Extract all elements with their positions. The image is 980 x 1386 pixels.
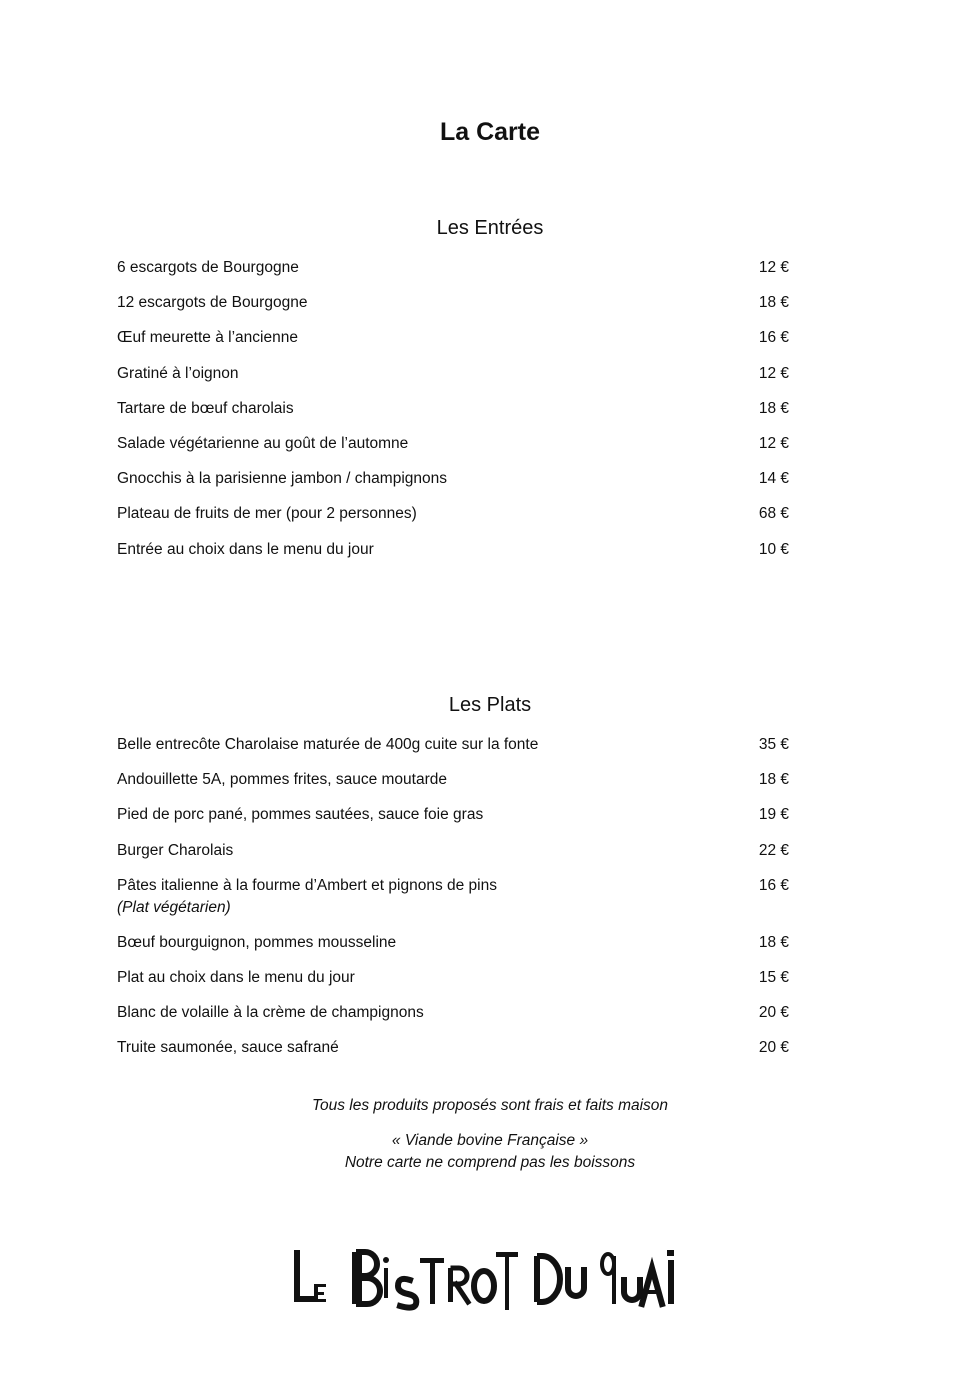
list-item bbox=[117, 734, 789, 769]
item-name: Burger Charolais bbox=[117, 841, 234, 859]
item-name: 12 escargots de Bourgogne bbox=[117, 294, 308, 312]
list-item bbox=[117, 257, 789, 292]
item-price: 22 € bbox=[758, 841, 789, 859]
item-name: Plateau de fruits de mer (pour 2 personnes) bbox=[117, 505, 417, 523]
list-item bbox=[117, 769, 789, 804]
item-note: (Plat végétarien) bbox=[117, 898, 231, 916]
item-name: Plat au choix dans le menu du jour bbox=[117, 968, 355, 986]
entrees-heading: Les Entrées bbox=[436, 217, 544, 239]
list-item bbox=[117, 468, 789, 503]
item-name: Entrée au choix dans le menu du jour bbox=[117, 540, 374, 558]
item-price: 19 € bbox=[758, 806, 789, 824]
item-price: 35 € bbox=[758, 736, 789, 753]
item-name: Truite saumonée, sauce safrané bbox=[117, 1039, 339, 1057]
item-name: Belle entrecôte Charolaise maturée de 400g cuite sur la fonte bbox=[117, 736, 539, 753]
list-item bbox=[117, 840, 789, 875]
bistrot-logo bbox=[290, 1238, 690, 1318]
list-item bbox=[117, 327, 789, 362]
item-name: Gratiné à l’oignon bbox=[117, 364, 239, 382]
plats-list bbox=[117, 734, 789, 1073]
item-name: Salade végétarienne au goût de l’automne bbox=[117, 434, 409, 452]
item-price: 68 € bbox=[758, 505, 789, 523]
list-item bbox=[117, 398, 789, 433]
list-item bbox=[117, 875, 789, 932]
footer-note-fresh: Tous les produits proposés sont frais et faits maison bbox=[311, 1097, 669, 1114]
item-name-text: Pâtes italienne à la fourme d’Ambert et pignons de pins bbox=[117, 876, 497, 894]
item-name: Pied de porc pané, pommes sautées, sauce foie gras bbox=[117, 806, 484, 824]
list-item bbox=[117, 539, 789, 574]
item-name: 6 escargots de Bourgogne bbox=[117, 259, 299, 276]
list-item bbox=[117, 1037, 789, 1072]
item-price: 16 € bbox=[758, 329, 789, 347]
item-price: 20 € bbox=[758, 1039, 789, 1057]
item-price: 18 € bbox=[758, 294, 789, 312]
footer-note-drinks: Notre carte ne comprend pas les boissons bbox=[344, 1154, 636, 1171]
item-price: 16 € bbox=[758, 876, 789, 894]
item-price: 12 € bbox=[758, 434, 789, 452]
plats-heading: Les Plats bbox=[448, 694, 532, 716]
list-item bbox=[117, 967, 789, 1002]
page-title: La Carte bbox=[439, 118, 541, 146]
list-item bbox=[117, 433, 789, 468]
item-name: Andouillette 5A, pommes frites, sauce moutarde bbox=[117, 771, 447, 789]
item-name: Œuf meurette à l’ancienne bbox=[117, 329, 298, 347]
list-item bbox=[117, 503, 789, 538]
footer-note-beef: « Viande bovine Française » bbox=[391, 1132, 589, 1149]
item-price: 18 € bbox=[758, 933, 789, 951]
list-item bbox=[117, 1002, 789, 1037]
item-price: 10 € bbox=[758, 540, 789, 558]
item-name bbox=[117, 875, 677, 919]
item-name: Bœuf bourguignon, pommes mousseline bbox=[117, 933, 397, 951]
item-price: 20 € bbox=[758, 1004, 789, 1022]
list-item bbox=[117, 363, 789, 398]
entrees-list bbox=[117, 257, 789, 574]
item-name: Tartare de bœuf charolais bbox=[117, 399, 294, 417]
item-price: 15 € bbox=[758, 968, 789, 986]
item-name: Gnocchis à la parisienne jambon / champignons bbox=[117, 470, 447, 488]
item-price: 18 € bbox=[758, 399, 789, 417]
item-price: 12 € bbox=[758, 259, 789, 276]
list-item bbox=[117, 932, 789, 967]
list-item bbox=[117, 804, 789, 839]
list-item bbox=[117, 292, 789, 327]
item-price: 18 € bbox=[758, 771, 789, 789]
item-price: 14 € bbox=[758, 470, 789, 488]
item-name: Blanc de volaille à la crème de champignons bbox=[117, 1004, 424, 1022]
item-price: 12 € bbox=[758, 364, 789, 382]
